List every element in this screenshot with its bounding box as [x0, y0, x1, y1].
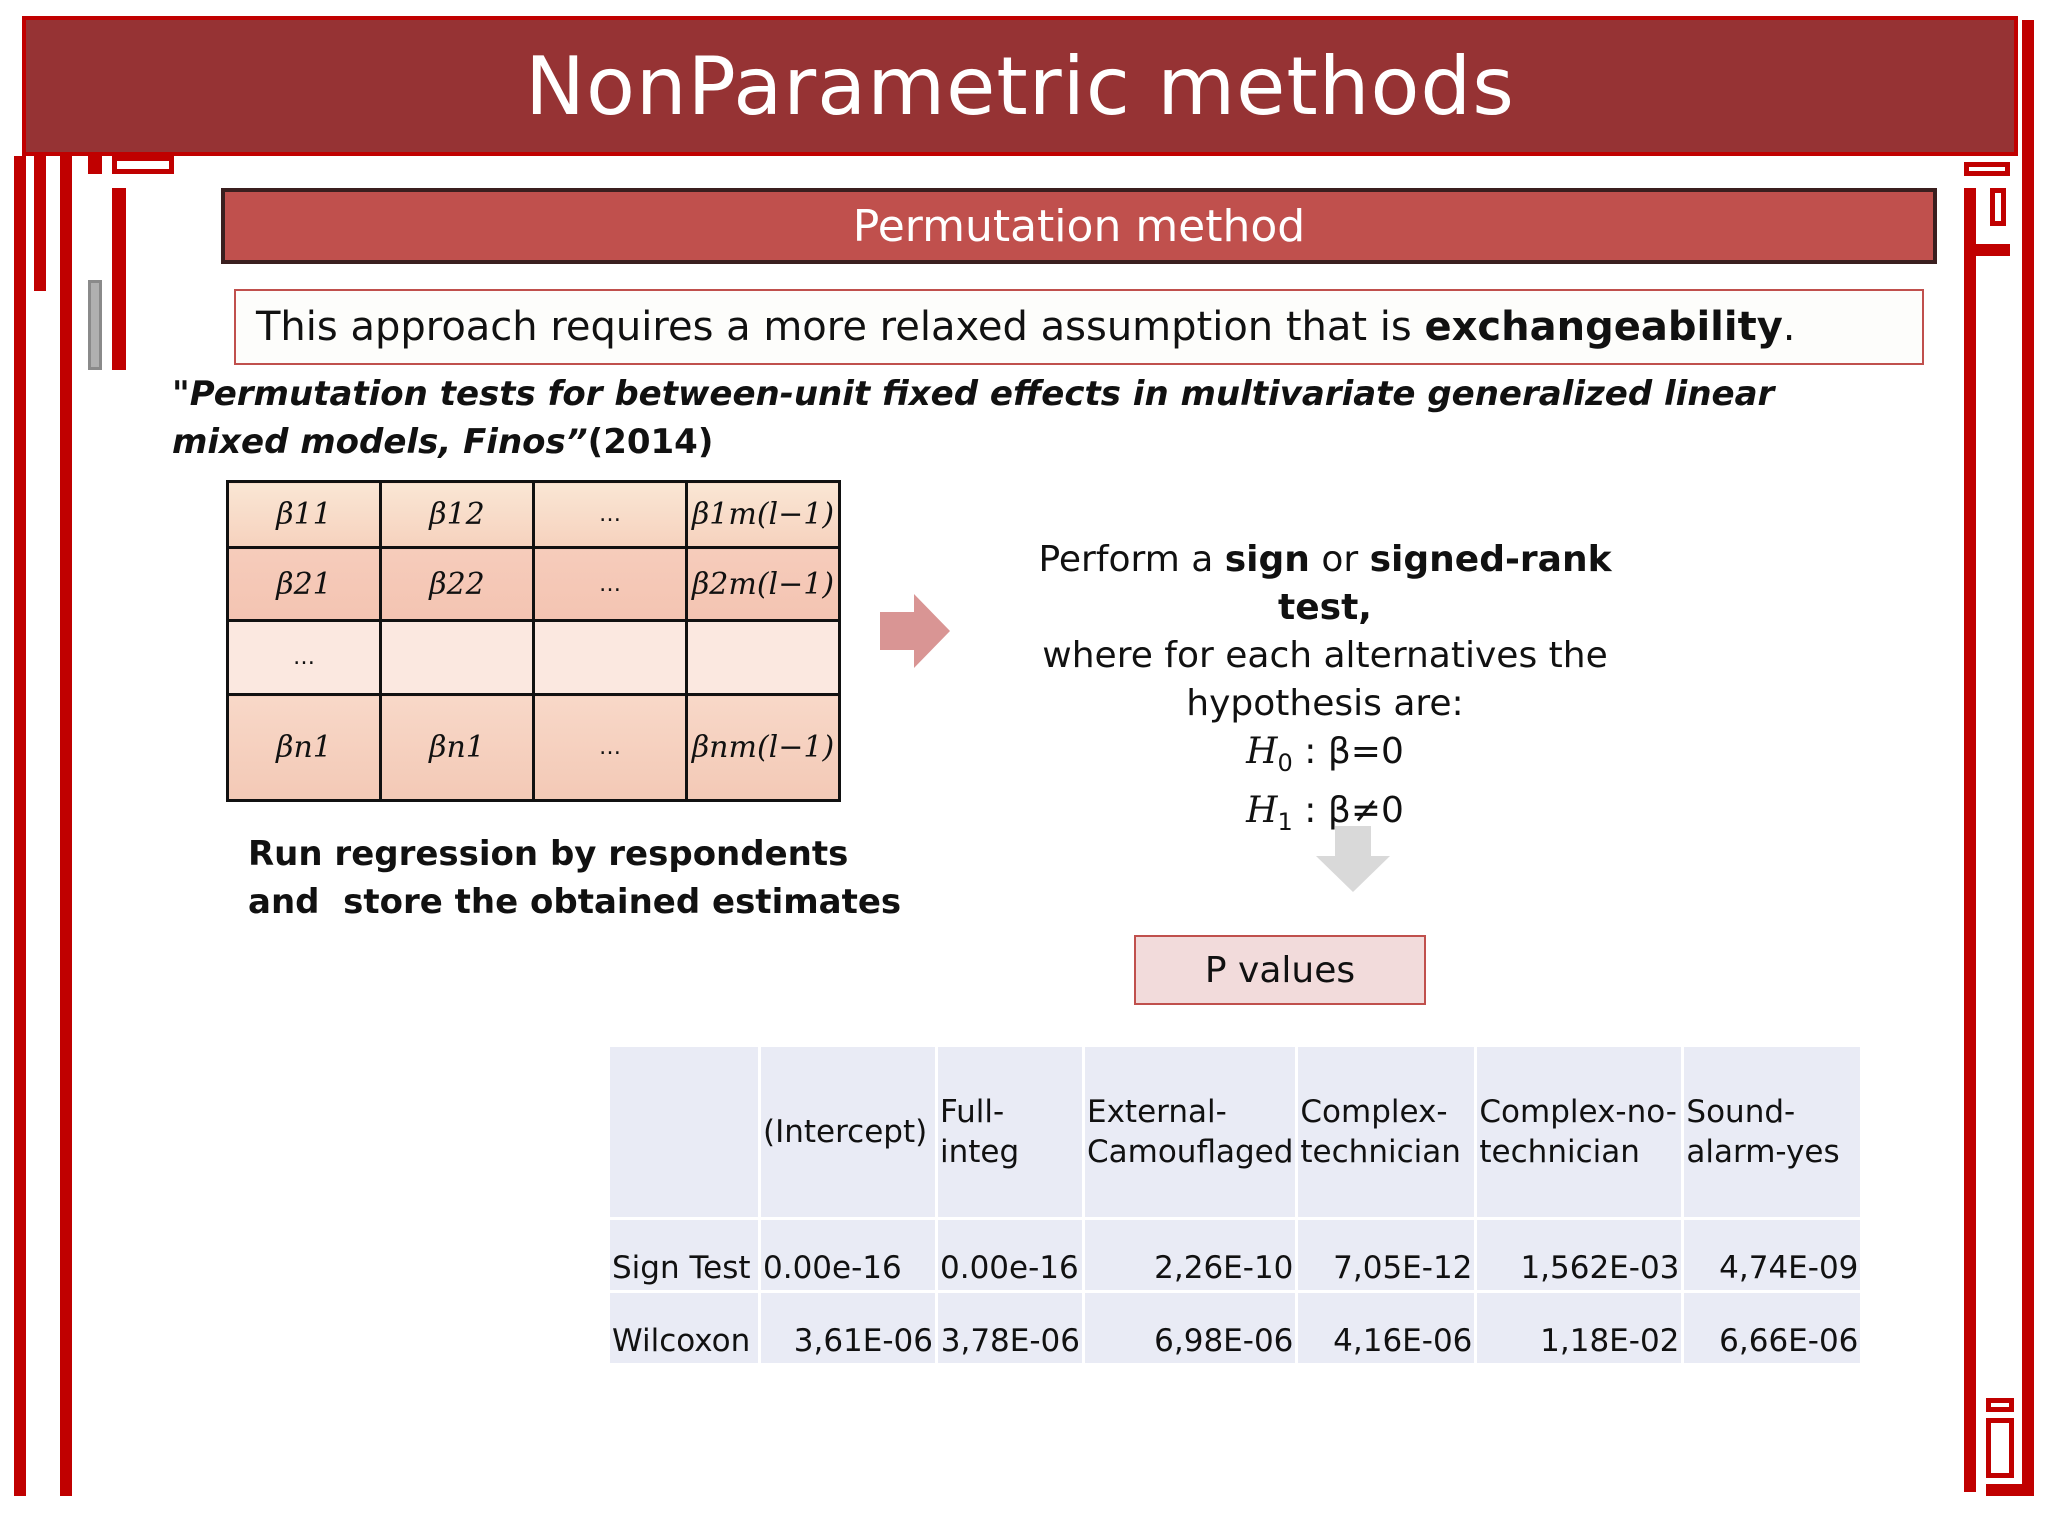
beta-cell: β12: [381, 482, 534, 548]
results-cell: 0.00e-16: [761, 1220, 935, 1290]
beta-matrix: [226, 480, 841, 802]
beta-cell: βn1: [381, 695, 534, 801]
results-row-wilcoxon: [610, 1293, 1860, 1363]
citation-year: (2014): [587, 422, 714, 462]
pvalues-label: P values: [1204, 949, 1356, 991]
beta-cell: βn1: [228, 695, 381, 801]
hypothesis-h0: [1000, 728, 1650, 787]
beta-row: [228, 482, 840, 548]
h0-subscript: 0: [1277, 749, 1293, 778]
results-row-sign-test: [610, 1220, 1860, 1290]
results-cell: 2,26E-10: [1085, 1220, 1295, 1290]
assumption-keyword: exchangeability: [1424, 304, 1783, 350]
frame-right-tick: [1976, 244, 2010, 256]
results-row-label: Sign Test: [610, 1220, 758, 1290]
frame-right-inner-bar: [1964, 188, 1976, 1492]
results-header-cell: [610, 1047, 758, 1217]
beta-cell: …: [534, 482, 687, 548]
frame-left-outline-bar: [112, 156, 174, 174]
beta-row: [228, 548, 840, 621]
title-banner: [22, 16, 2018, 156]
results-header-cell: Sound-alarm-yes: [1684, 1047, 1860, 1217]
citation-close-quote: ”: [565, 422, 588, 462]
results-header-cell: External-Camouflaged: [1085, 1047, 1295, 1217]
results-cell: 3,61E-06: [761, 1293, 935, 1363]
frame-right-bottom-bar: [1986, 1484, 2022, 1496]
beta-row: [228, 621, 840, 695]
test-description: [1000, 536, 1650, 846]
regression-caption-line-2: and store the obtained estimates: [248, 882, 902, 922]
assumption-suffix: .: [1782, 304, 1796, 350]
results-header-row: [610, 1047, 1860, 1217]
regression-caption-line-1: Run regression by respondents: [248, 834, 849, 874]
h1-symbol: H: [1246, 790, 1278, 832]
h1-statement: : β≠0: [1292, 790, 1404, 832]
beta-cell: …: [534, 695, 687, 801]
results-header-cell: Complex-no-technician: [1477, 1047, 1681, 1217]
h0-symbol: H: [1246, 731, 1278, 772]
frame-left-inner-bar: [60, 156, 72, 1496]
hypothesis-h1: [1000, 787, 1650, 846]
beta-cell: [381, 621, 534, 695]
subtitle-banner: [221, 188, 1937, 264]
test-line1-mid: or: [1309, 539, 1370, 580]
test-line-1: [1000, 536, 1650, 632]
arrow-right-icon: [880, 594, 950, 668]
results-cell: 6,66E-06: [1684, 1293, 1860, 1363]
assumption-box: [234, 289, 1924, 365]
results-header-cell: Complex-technician: [1298, 1047, 1474, 1217]
h1-subscript: 1: [1277, 808, 1293, 837]
beta-cell: …: [228, 621, 381, 695]
beta-cell: [687, 621, 840, 695]
frame-left-short-bar: [34, 156, 46, 291]
citation-open-quote: ": [172, 374, 190, 414]
beta-cell: [534, 621, 687, 695]
results-cell: 1,562E-03: [1477, 1220, 1681, 1290]
frame-right-top-outline: [1964, 162, 2010, 176]
slide-subtitle: Permutation method: [852, 200, 1306, 252]
assumption-prefix: This approach requires a more relaxed assumption that is: [256, 304, 1425, 350]
frame-left-notch: [88, 156, 102, 174]
beta-cell: β21: [228, 548, 381, 621]
frame-left-outer-bar: [14, 156, 26, 1496]
results-cell: 0.00e-16: [938, 1220, 1082, 1290]
results-cell: 3,78E-06: [938, 1293, 1082, 1363]
beta-cell: β1m(l−1): [687, 482, 840, 548]
beta-row: [228, 695, 840, 801]
results-cell: 1,18E-02: [1477, 1293, 1681, 1363]
frame-right-bottom-outline: [1986, 1398, 2014, 1412]
beta-cell: βnm(l−1): [687, 695, 840, 801]
frame-right-outer-bar: [2022, 20, 2034, 1496]
beta-cell: …: [534, 548, 687, 621]
frame-right-bottom-box: [1986, 1418, 2014, 1478]
pvalues-box: [1134, 935, 1426, 1005]
test-signed-rank-keyword: signed-rank test,: [1278, 539, 1612, 628]
beta-cell: β2m(l−1): [687, 548, 840, 621]
citation-title: Permutation tests for between-unit fixed effects in multivariate generalized linear mixed models, Finos: [172, 374, 1775, 462]
test-line-3: hypothesis are:: [1186, 683, 1464, 724]
regression-caption: [248, 830, 948, 926]
beta-cell: β22: [381, 548, 534, 621]
results-table: [607, 1044, 1863, 1366]
results-header-cell: Full-integ: [938, 1047, 1082, 1217]
beta-cell: β11: [228, 482, 381, 548]
results-cell: 4,74E-09: [1684, 1220, 1860, 1290]
test-line-2: where for each alternatives the: [1042, 635, 1608, 676]
results-cell: 6,98E-06: [1085, 1293, 1295, 1363]
results-row-label: Wilcoxon: [610, 1293, 758, 1363]
results-cell: 7,05E-12: [1298, 1220, 1474, 1290]
test-sign-keyword: sign: [1224, 539, 1310, 580]
frame-right-box: [1990, 188, 2006, 226]
frame-left-mid-bar: [112, 188, 126, 370]
h0-statement: : β=0: [1292, 731, 1404, 772]
results-header-cell: (Intercept): [761, 1047, 935, 1217]
citation: [172, 370, 1872, 466]
results-cell: 4,16E-06: [1298, 1293, 1474, 1363]
slide-title: NonParametric methods: [525, 39, 1515, 133]
frame-left-gray-bar: [88, 280, 102, 370]
test-line1-prefix: Perform a: [1038, 539, 1225, 580]
